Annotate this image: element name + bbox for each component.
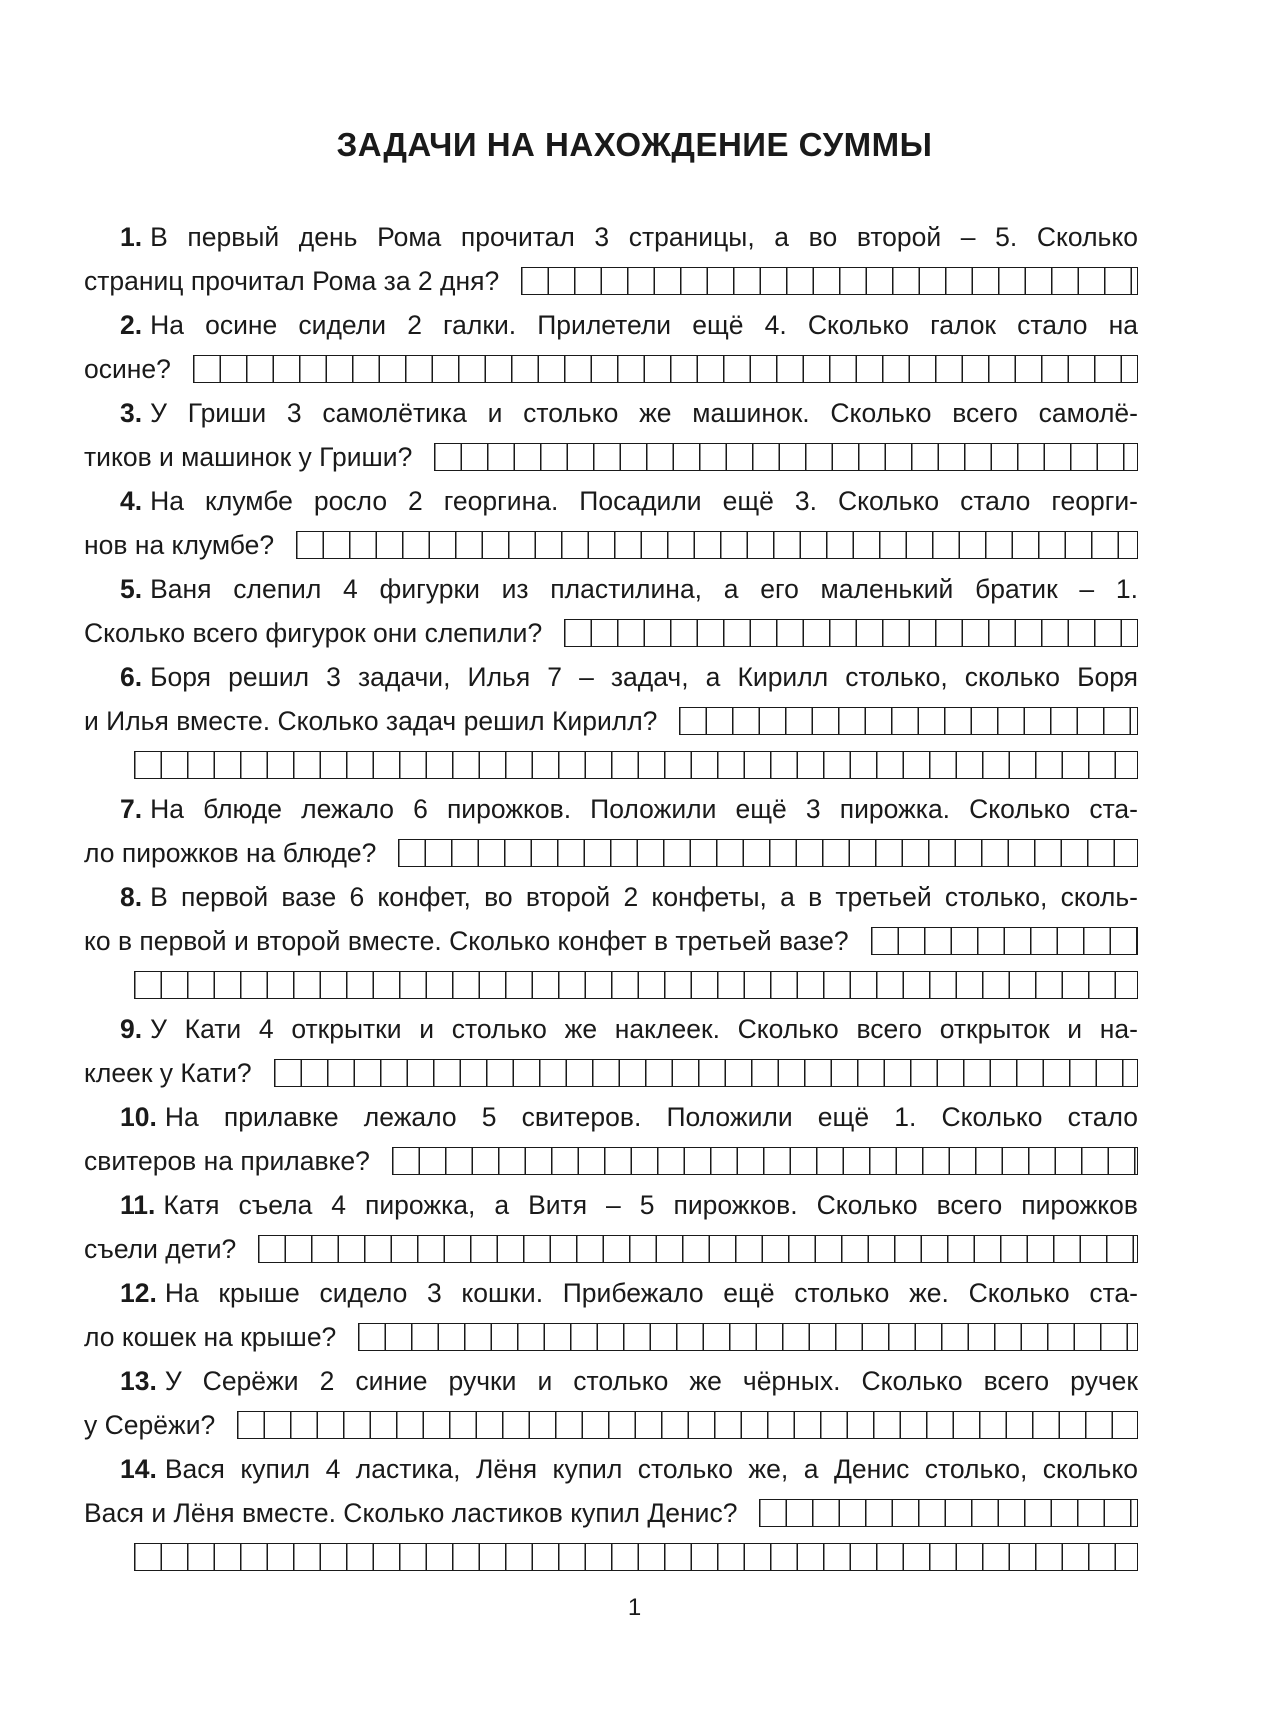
task-text-line1: Вася купил 4 ластика, Лёня купил столько же, а Денис столько, сколько (164, 1453, 1138, 1484)
task-text-line2: съели дети? (84, 1233, 237, 1264)
task-item (84, 655, 1138, 787)
task-number: 6. (120, 661, 143, 692)
task-item (84, 479, 1138, 567)
solution-boxes-row (84, 1535, 1138, 1579)
task-text-line1: У Гриши 3 самолётика и столько же машинок. Сколько всего самолё- (150, 397, 1138, 428)
task-text-line1: Катя съела 4 пирожка, а Витя – 5 пирожков. Сколько всего пирожков (163, 1189, 1138, 1220)
task-text-line1: В первой вазе 6 конфет, во второй 2 конфеты, а в третьей столько, сколь- (150, 881, 1138, 912)
task-text-line1: У Кати 4 открытки и столько же наклеек. Сколько всего открыток и на- (150, 1013, 1138, 1044)
task-item (84, 391, 1138, 479)
task-text-line2: клеек у Кати? (84, 1057, 252, 1088)
task-text-line2: страниц прочитал Рома за 2 дня? (84, 265, 500, 296)
task-first-line (84, 567, 1138, 611)
task-item (84, 1447, 1138, 1579)
solution-boxes-row (84, 743, 1138, 787)
task-first-line (84, 1095, 1138, 1139)
task-item (84, 1183, 1138, 1271)
task-number: 7. (120, 793, 143, 824)
task-second-line (84, 435, 1138, 479)
answer-boxes[interactable] (521, 267, 1138, 295)
task-item (84, 215, 1138, 303)
task-number: 5. (120, 573, 143, 604)
task-first-line (84, 391, 1138, 435)
task-number: 8. (120, 881, 143, 912)
task-second-line (84, 1227, 1138, 1271)
answer-boxes[interactable] (759, 1499, 1138, 1527)
task-item (84, 1271, 1138, 1359)
answer-boxes[interactable] (871, 927, 1138, 955)
task-text-line1: У Серёжи 2 синие ручки и столько же чёрных. Сколько всего ручек (164, 1365, 1138, 1396)
task-first-line (84, 1183, 1138, 1227)
page-title: ЗАДАЧИ НА НАХОЖДЕНИЕ СУММЫ (336, 126, 933, 163)
task-text-line1: На клумбе росло 2 георгина. Посадили ещё 3. Сколько стало георги- (150, 485, 1138, 516)
answer-boxes[interactable] (274, 1059, 1138, 1087)
solution-boxes[interactable] (134, 1543, 1138, 1571)
task-number: 14. (120, 1453, 157, 1484)
answer-boxes[interactable] (237, 1411, 1138, 1439)
answer-boxes[interactable] (564, 619, 1138, 647)
task-first-line (84, 655, 1138, 699)
task-first-line (84, 215, 1138, 259)
task-number: 10. (120, 1101, 157, 1132)
task-number: 4. (120, 485, 143, 516)
task-number: 13. (120, 1365, 157, 1396)
page-number: 1 (627, 1594, 642, 1621)
task-text-line2: ко в первой и второй вместе. Сколько конфет в третьей вазе? (84, 925, 849, 956)
solution-boxes[interactable] (134, 971, 1138, 999)
task-text-line1: На осине сидели 2 галки. Прилетели ещё 4. Сколько галок стало на (150, 309, 1138, 340)
task-second-line (84, 1491, 1138, 1535)
task-first-line (84, 1271, 1138, 1315)
task-text-line2: Сколько всего фигурок они слепили? (84, 617, 543, 648)
task-second-line (84, 259, 1138, 303)
task-second-line (84, 699, 1138, 743)
task-text-line1: В первый день Рома прочитал 3 страницы, а во второй – 5. Сколько (150, 221, 1138, 252)
task-text-line2: Вася и Лёня вместе. Сколько ластиков купил Денис? (84, 1497, 738, 1528)
answer-boxes[interactable] (434, 443, 1138, 471)
task-item (84, 875, 1138, 1007)
task-first-line (84, 1359, 1138, 1403)
answer-boxes[interactable] (258, 1235, 1138, 1263)
task-text-line2: ло пирожков на блюде? (84, 837, 377, 868)
task-number: 12. (120, 1277, 157, 1308)
task-second-line (84, 919, 1138, 963)
task-item (84, 1359, 1138, 1447)
task-number: 1. (120, 221, 143, 252)
solution-boxes-row (84, 963, 1138, 1007)
answer-boxes[interactable] (358, 1323, 1138, 1351)
task-text-line2: и Илья вместе. Сколько задач решил Кирилл? (84, 705, 658, 736)
task-second-line (84, 347, 1138, 391)
task-second-line (84, 611, 1138, 655)
answer-boxes[interactable] (398, 839, 1138, 867)
answer-boxes[interactable] (392, 1147, 1138, 1175)
task-second-line (84, 1139, 1138, 1183)
task-first-line (84, 1447, 1138, 1491)
task-item (84, 1007, 1138, 1095)
task-number: 9. (120, 1013, 143, 1044)
task-item (84, 1095, 1138, 1183)
task-item (84, 303, 1138, 391)
task-text-line1: На блюде лежало 6 пирожков. Положили ещё 3 пирожка. Сколько ста- (150, 793, 1138, 824)
task-number: 3. (120, 397, 143, 428)
answer-boxes[interactable] (679, 707, 1138, 735)
task-text-line2: осине? (84, 353, 171, 384)
task-text-line2: свитеров на прилавке? (84, 1145, 370, 1176)
task-item (84, 787, 1138, 875)
task-item (84, 567, 1138, 655)
task-second-line (84, 831, 1138, 875)
task-first-line (84, 479, 1138, 523)
answer-boxes[interactable] (193, 355, 1138, 383)
task-second-line (84, 1403, 1138, 1447)
task-text-line1: Ваня слепил 4 фигурки из пластилина, а его маленький братик – 1. (150, 573, 1138, 604)
task-first-line (84, 303, 1138, 347)
task-second-line (84, 1051, 1138, 1095)
task-text-line1: На прилавке лежало 5 свитеров. Положили ещё 1. Сколько стало (164, 1101, 1138, 1132)
task-text-line2: нов на клумбе? (84, 529, 275, 560)
task-text-line2: у Серёжи? (84, 1409, 216, 1440)
task-text-line1: На крыше сидело 3 кошки. Прибежало ещё столько же. Сколько ста- (164, 1277, 1138, 1308)
task-text-line2: тиков и машинок у Гриши? (84, 441, 413, 472)
solution-boxes[interactable] (134, 751, 1138, 779)
task-text-line1: Боря решил 3 задачи, Илья 7 – задач, а Кирилл столько, сколько Боря (150, 661, 1138, 692)
task-first-line (84, 1007, 1138, 1051)
task-number: 2. (120, 309, 143, 340)
answer-boxes[interactable] (296, 531, 1138, 559)
task-text-line2: ло кошек на крыше? (84, 1321, 337, 1352)
task-second-line (84, 1315, 1138, 1359)
task-list (84, 215, 1138, 1579)
task-first-line (84, 787, 1138, 831)
task-first-line (84, 875, 1138, 919)
task-second-line (84, 523, 1138, 567)
task-number: 11. (120, 1189, 156, 1220)
